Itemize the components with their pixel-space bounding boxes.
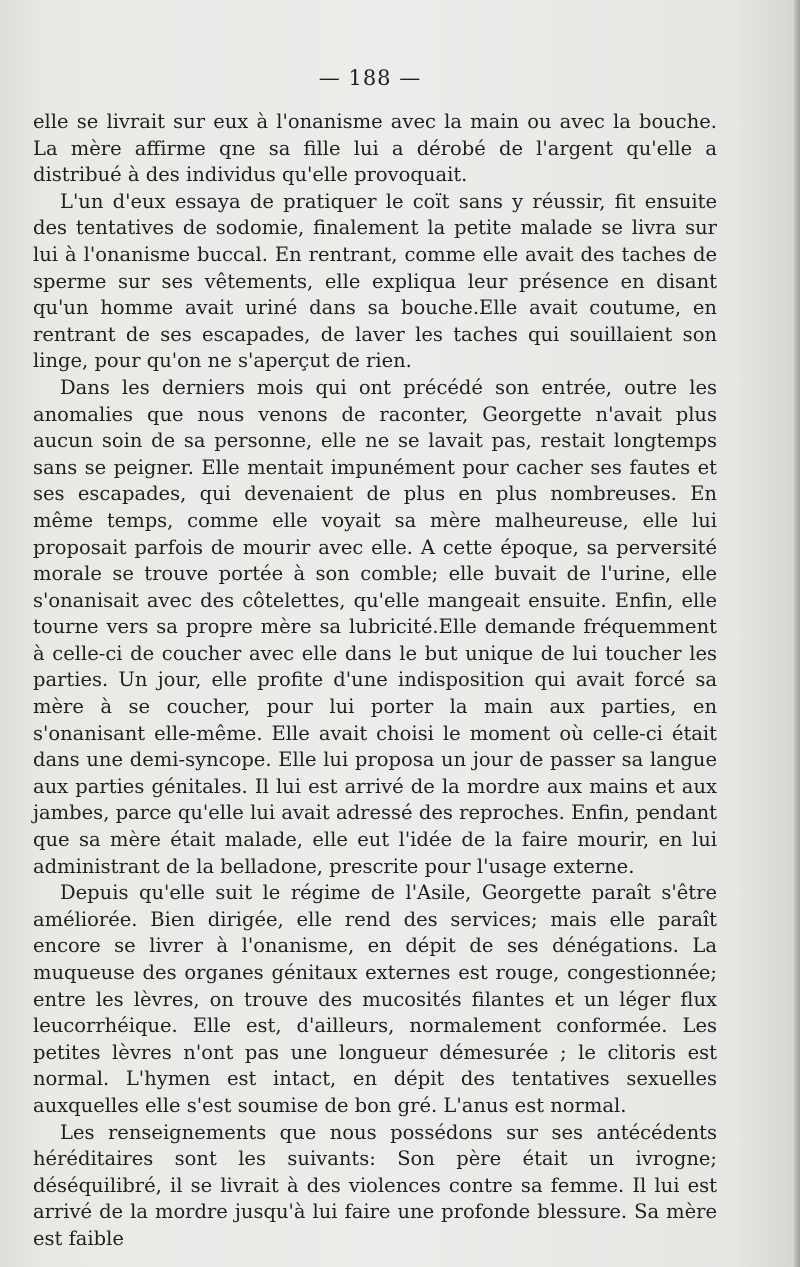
- paragraph-1: elle se livrait sur eux à l'onanisme avec la main ou avec la bouche. La mère affirme qne sa fille lui a dérobé de l'argent qu'elle a distribué à des individus qu'elle provoquait.: [33, 110, 717, 187]
- page-edge-shadow: [794, 0, 800, 1267]
- paragraph-3: Dans les derniers mois qui ont précédé son entrée, outre les anomalies que nous venons de raconter, Georgette n'avait plus aucun soin de sa personne, elle ne se lavait pas, restait longtemps sans se peigner. Elle mentait impunément pour cacher ses fautes et ses escapades, qui devenaient de plus en plus nombreuses. En même temps, comme elle voyait sa mère malheureuse, elle lui proposait parfois de mourir avec elle. A cette époque, sa perversité morale se trouve portée à son comble; elle buvait de l'urine, elle s'onanisait avec des côtelettes, qu'elle mangeait ensuite. Enfin, elle tourne vers sa propre mère sa lubricité.Elle demande fréquemment à celle-ci de coucher avec elle dans le but unique de lui toucher les parties. Un jour, elle profite d'une indisposition qui avait forcé sa mère à se coucher, pour lui porter la main aux parties, en s'onanisant elle-même. Elle avait choisi le moment où celle-ci était dans une demi-syncope. Elle lui proposa un jour de passer sa langue aux parties génitales. Il lui est arrivé de la mordre aux mains et aux jambes, parce qu'elle lui avait adressé des reproches. Enfin, pendant que sa mère était malade, elle eut l'idée de la faire mourir, en lui administrant de la belladone, prescrite pour l'usage externe.: [33, 375, 717, 878]
- body-text: [33, 109, 717, 1253]
- page-number: — 188 —: [318, 66, 422, 90]
- paragraph-2: L'un d'eux essaya de pratiquer le coït sans y réussir, fit ensuite des tentatives de sodomie, finalement la petite malade se livra sur lui à l'onanisme buccal. En rentrant, comme elle avait des taches de sperme sur ses vêtements, elle expliqua leur présence en disant qu'un homme avait uriné dans sa bouche.Elle avait coutume, en rentrant de ses escapades, de laver les taches qui souillaient son linge, pour qu'on ne s'aperçut de rien.: [33, 189, 717, 373]
- paragraph-5: Les renseignements que nous possédons sur ses antécédents héréditaires sont les suivants: Son père était un ivrogne; déséquilibré, il se livrait à des violences contre sa femme. Il lui est arrivé de la mordre jusqu'à lui faire une profonde blessure. Sa mère est faible: [33, 1120, 717, 1250]
- paragraph-4: Depuis qu'elle suit le régime de l'Asile, Georgette paraît s'être améliorée. Bien dirigée, elle rend des services; mais elle paraît encore se livrer à l'onanisme, en dépit de ses dénégations. La muqueuse des organes génitaux externes est rouge, congestionnée; entre les lèvres, on trouve des mucosités filantes et un léger flux leucorrhéique. Elle est, d'ailleurs, normalement conformée. Les petites lèvres n'ont pas une longueur démesurée ; le clitoris est normal. L'hymen est intact, en dépit des tentatives sexuelles auxquelles elle s'est soumise de bon gré. L'anus est normal.: [33, 881, 717, 1117]
